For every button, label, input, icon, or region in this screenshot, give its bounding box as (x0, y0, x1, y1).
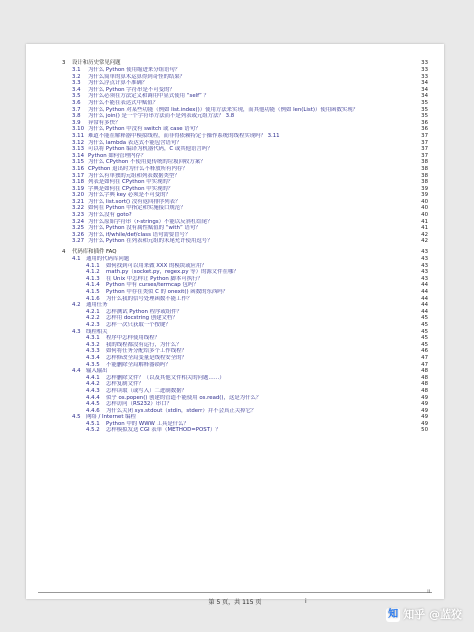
toc-number: 3.1 (72, 67, 81, 73)
roman-page-number: ii (427, 589, 430, 595)
toc-title: 怎样用 docstring 创建文档？ (106, 315, 178, 322)
toc-page: 45 (421, 315, 428, 322)
toc-number: 3.22 (72, 205, 85, 212)
toc-entry[interactable] (62, 140, 428, 147)
toc-entry[interactable] (62, 401, 428, 408)
toc-number: 3.7 (72, 106, 81, 113)
toc-entry[interactable] (62, 309, 428, 316)
toc-title: 程序中怎样使用线程？ (106, 335, 160, 342)
toc-entry[interactable] (62, 126, 428, 133)
toc-title: Python 如何管理内存？ (88, 152, 147, 159)
toc-number: 3.4 (72, 86, 81, 93)
toc-number: 3.15 (72, 159, 85, 166)
toc-title: 网络 / Internet 编程 (86, 414, 136, 421)
page-mark: i (305, 598, 307, 605)
toc-page: 34 (421, 80, 428, 87)
toc-title: 怎样复制文件？ (106, 381, 144, 388)
toc-number: 3.17 (72, 172, 85, 179)
toc-title: 为什么不能在表达式中赋值？ (88, 99, 159, 106)
toc-title: 为什么 Python 中没有 switch 或 case 语句？ (88, 126, 201, 133)
toc-page: 49 (421, 420, 428, 427)
toc-entry[interactable] (62, 289, 428, 296)
toc-page: 45 (421, 328, 428, 335)
toc-title: 为什么 Python 没有属性赋值的 “with” 语句？ (88, 225, 201, 232)
toc-page: 37 (421, 132, 428, 139)
toc-entry[interactable] (62, 381, 428, 388)
toc-number: 4.1.6 (86, 295, 100, 302)
toc-page: 41 (421, 218, 428, 225)
toc-entry[interactable] (62, 375, 428, 382)
toc-page: 37 (421, 139, 428, 146)
toc-entry[interactable] (62, 173, 428, 180)
toc-entry[interactable] (62, 315, 428, 322)
toc-entry[interactable] (62, 107, 428, 114)
toc-number: 3.21 (72, 198, 85, 205)
toc-number: 4.2.1 (86, 308, 100, 315)
table-of-contents (62, 56, 428, 434)
toc-title: 难道不能在解释器中模拟线程，而非得依赖特定于操作系统的线程实现吗？ 3.11 (88, 132, 280, 139)
toc-page: 48 (421, 368, 428, 375)
toc-entry[interactable] (62, 368, 428, 375)
toc-number: 4.3.4 (86, 354, 100, 361)
toc-number: 4.2 (72, 302, 81, 309)
toc-entry[interactable] (62, 238, 428, 245)
toc-entry[interactable] (62, 256, 428, 263)
toc-entry[interactable] (62, 212, 428, 219)
toc-page: 38 (421, 172, 428, 179)
footer-rule (38, 592, 432, 593)
toc-page: 34 (421, 93, 428, 100)
toc-page: 36 (421, 126, 428, 133)
toc-title: 代码库和插件 FAQ (72, 249, 117, 256)
toc-page: 43 (421, 256, 428, 263)
toc-number: 3.9 (72, 119, 81, 126)
toc-number: 4.3.1 (86, 335, 100, 342)
toc-number: 3.10 (72, 126, 85, 133)
toc-title: 为什么浮点计算不准确？ (88, 80, 148, 87)
toc-page: 44 (421, 282, 428, 289)
toc-page: 43 (421, 249, 428, 256)
toc-title: 为什么简单的算术运算得到奇怪的结果？ (88, 73, 186, 80)
toc-title: 异常有多快？ (88, 119, 121, 126)
toc-title: 为什么有单独的元组和列表数据类型？ (88, 172, 180, 179)
toc-title: 怎样测试 Python 程序或组件？ (106, 308, 183, 315)
toc-entry[interactable] (62, 322, 428, 329)
toc-entry[interactable] (62, 296, 428, 303)
toc-entry[interactable] (62, 100, 428, 107)
zhihu-watermark (386, 606, 462, 622)
toc-entry[interactable] (62, 186, 428, 193)
toc-page: 48 (421, 374, 428, 381)
toc-number: 4.4 (72, 368, 81, 375)
toc-title: Python 中的 WWW 工具是什么？ (106, 420, 189, 427)
toc-entry[interactable] (62, 282, 428, 289)
toc-number: 4.3.5 (86, 361, 100, 368)
toc-page: 39 (421, 192, 428, 199)
toc-number: 4.1.5 (86, 289, 100, 295)
toc-entry[interactable] (62, 329, 428, 336)
toc-title: 设计和历史常见问题 (72, 60, 121, 66)
toc-number: 3.12 (72, 139, 85, 146)
toc-entry[interactable] (62, 408, 428, 415)
toc-number: 4.3.2 (86, 341, 100, 348)
document-page (26, 44, 444, 606)
zhihu-logo-icon: 知 (388, 609, 399, 620)
toc-page: 42 (421, 231, 428, 238)
toc-page: 45 (421, 335, 428, 342)
toc-title: 线程相关 (86, 328, 108, 335)
toc-title: 如何在 Python 中指定和实施接口规范？ (88, 205, 186, 212)
toc-title: 如何将任务分配给多个工作线程？ (106, 348, 187, 355)
toc-number: 3.24 (72, 218, 85, 225)
toc-number: 4.4.3 (86, 387, 100, 394)
toc-page: 35 (421, 106, 428, 113)
toc-entry[interactable] (62, 355, 428, 362)
toc-page: 38 (421, 179, 428, 186)
toc-number: 4.3.3 (86, 348, 100, 355)
toc-title: 为什么 lambda 表达式不能包含语句？ (88, 139, 182, 146)
toc-page: 49 (421, 407, 428, 414)
toc-number: 4.5 (72, 414, 81, 421)
toc-title: 为什么没有 goto? (88, 212, 132, 219)
toc-title: 字典是如何在 CPython 中实现的？ (88, 185, 174, 192)
toc-page: 37 (421, 152, 428, 159)
toc-page: 48 (421, 381, 428, 388)
toc-title: 为什么 list.sort() 没有返回排序列表？ (88, 198, 181, 205)
toc-entry[interactable] (62, 87, 428, 94)
toc-page: 43 (421, 275, 428, 282)
toc-page: 33 (421, 73, 428, 80)
toc-number: 4.5.2 (86, 427, 100, 434)
toc-page: 38 (421, 159, 428, 166)
toc-entry[interactable] (62, 113, 428, 120)
toc-title: 为什么我的信号处理函数不能工作？ (106, 295, 193, 302)
toc-page: 34 (421, 86, 428, 93)
toc-number: 3.13 (72, 146, 85, 153)
toc-entry[interactable] (62, 421, 428, 428)
toc-number: 4.4.1 (86, 374, 100, 381)
toc-entry[interactable] (62, 80, 428, 87)
toc-page: 36 (421, 119, 428, 126)
toc-title: 为什么 CPython 不使用更传统的垃圾回收方案？ (88, 159, 206, 166)
toc-number: 3.3 (72, 80, 81, 87)
toc-title: 在 Unix 中怎样让 Python 脚本可执行？ (106, 275, 203, 282)
toc-entry[interactable] (62, 225, 428, 232)
toc-page: 49 (421, 414, 428, 421)
toc-number: 3.23 (72, 212, 85, 219)
toc-entry[interactable] (62, 199, 428, 206)
toc-page: 39 (421, 185, 428, 192)
toc-entry[interactable] (62, 159, 428, 166)
toc-title: 不能删除全局解释器锁吗？ (106, 361, 171, 368)
toc-title: 通用任务 (86, 302, 108, 309)
toc-entry[interactable] (62, 414, 428, 421)
toc-number: 3.5 (72, 93, 81, 100)
toc-entry[interactable] (62, 232, 428, 239)
toc-entry[interactable] (62, 427, 428, 434)
toc-title: 为什么 Python 在列表和元组的末尾允许使用逗号？ (88, 238, 213, 245)
toc-page: 50 (421, 427, 428, 434)
toc-page: 47 (421, 361, 428, 368)
toc-title: 似乎 os.popen() 创建的管道不能使用 os.read()，这是为什么？ (106, 394, 262, 401)
toc-number: 3.19 (72, 185, 85, 192)
toc-entry[interactable] (62, 192, 428, 199)
toc-number: 3.16 (72, 165, 85, 172)
toc-page: 43 (421, 269, 428, 276)
toc-title: Python 中存在类似 C 的 onexit() 函数的东西吗？ (106, 289, 229, 295)
toc-entry[interactable] (62, 269, 428, 276)
toc-number: 3.18 (72, 179, 85, 186)
toc-entry[interactable] (62, 219, 428, 226)
toc-number: 4.1.2 (86, 269, 100, 276)
toc-entry[interactable] (62, 146, 428, 153)
toc-entry[interactable] (62, 67, 428, 74)
toc-number: 3.11 (72, 132, 85, 139)
toc-title: 列表是如何在 CPython 中实现的？ (88, 179, 174, 186)
toc-page: 42 (421, 238, 428, 245)
watermark-text: 知乎 @蓝狡 (403, 608, 462, 621)
toc-title: 为什么 Python 字符串是不可变的？ (88, 86, 175, 93)
toc-entry[interactable] (62, 263, 428, 270)
toc-number: 3.26 (72, 231, 85, 238)
toc-entry[interactable] (62, 362, 428, 369)
toc-number: 4.3 (72, 328, 81, 335)
toc-page: 38 (421, 165, 428, 172)
toc-page: 44 (421, 308, 428, 315)
toc-number: 3.20 (72, 192, 85, 199)
toc-page: 46 (421, 348, 428, 355)
toc-entry[interactable] (62, 302, 428, 309)
toc-number: 4.1.3 (86, 275, 100, 282)
toc-number: 4.1.1 (86, 262, 100, 269)
toc-entry[interactable] (62, 74, 428, 81)
toc-entry[interactable] (62, 153, 428, 160)
toc-page: 45 (421, 341, 428, 348)
toc-entry[interactable] (62, 335, 428, 342)
toc-entry[interactable] (62, 395, 428, 402)
toc-title: 为什么 join() 是一个字符串方法而不是列表或元组方法？ 3.8 (88, 113, 235, 120)
toc-number: 3.8 (72, 113, 81, 120)
toc-page: 47 (421, 354, 428, 361)
toc-chapter[interactable] (62, 248, 428, 256)
toc-title: 如何找到可以用来做 XXX 的模块或应用？ (106, 262, 207, 269)
toc-number: 3.6 (72, 99, 81, 106)
toc-number: 4.4.2 (86, 381, 100, 388)
toc-page: 43 (421, 262, 428, 269)
toc-title: 怎样模拟发送 CGI 表单（METHOD=POST）？ (106, 427, 221, 434)
toc-title: 输入输出 (86, 368, 108, 375)
toc-number: 3.27 (72, 238, 85, 245)
toc-page: 40 (421, 212, 428, 219)
toc-page: 44 (421, 302, 428, 309)
toc-title: 为什么 Python 使用缩进来分组语句？ (88, 67, 181, 73)
toc-page: 49 (421, 394, 428, 401)
toc-entry[interactable] (62, 388, 428, 395)
toc-number: 4.1.4 (86, 282, 100, 289)
toc-title: 为什么必须在方法定义和调用中显式使用 “self” ？ (88, 93, 209, 100)
toc-number: 4.5.1 (86, 420, 100, 427)
toc-title: 为什么关闭 sys.stdout（stdin，stderr）并不会真正关掉它？ (106, 407, 257, 414)
toc-page: 35 (421, 99, 428, 106)
toc-page: 48 (421, 387, 428, 394)
toc-number: 4 (62, 249, 66, 256)
toc-entry[interactable] (62, 166, 428, 173)
toc-title: CPython 退出时为什么不释放所有内存？ (88, 165, 188, 172)
toc-page: 35 (421, 113, 428, 120)
toc-title: 为什么字典 key 必须是不可变的？ (88, 192, 171, 199)
toc-title: 怎样访问（RS232）串口？ (106, 401, 172, 408)
toc-page: 33 (421, 67, 428, 73)
toc-title: 为什么原始字符串（r-strings）不能以反斜杠结尾？ (88, 218, 213, 225)
toc-title: 怎样修改全局变量是线程安全的？ (106, 354, 187, 361)
toc-number: 4.4.6 (86, 407, 100, 414)
toc-title: 怎样读取（或写入）二进制数据？ (106, 387, 187, 394)
toc-title: 怎样一次只获取一个按键？ (106, 321, 171, 328)
toc-chapter[interactable] (62, 59, 428, 67)
toc-page: 41 (421, 225, 428, 232)
toc-title: 通用的代码库问题 (86, 256, 130, 263)
toc-title: 可以将 Python 编译为机器代码，C 或其他语言吗？ (88, 146, 213, 153)
toc-number: 3.14 (72, 152, 85, 159)
toc-number: 3 (62, 60, 66, 66)
toc-title: 为什么 if/while/def/class 语句需要冒号？ (88, 231, 191, 238)
toc-number: 4.4.5 (86, 401, 100, 408)
toc-entry[interactable] (62, 205, 428, 212)
toc-page: 44 (421, 289, 428, 295)
toc-number: 4.1 (72, 256, 81, 263)
toc-number: 4.2.2 (86, 315, 100, 322)
toc-entry[interactable] (62, 93, 428, 100)
toc-title: math.py（socket.py，regex.py 等）的源文件在哪？ (106, 269, 239, 276)
toc-entry[interactable] (62, 179, 428, 186)
toc-number: 3.25 (72, 225, 85, 232)
toc-entry[interactable] (62, 120, 428, 127)
toc-title: 为什么 Python 对某些功能（例如 list.index()）使用方法来实现，而其他功能（例如 len(List)）使用函数实现？ (88, 106, 359, 113)
toc-page: 45 (421, 321, 428, 328)
toc-number: 4.2.3 (86, 321, 100, 328)
toc-title: 我的线程都没有运行，为什么？ (106, 341, 182, 348)
toc-page: 44 (421, 295, 428, 302)
toc-page: 33 (421, 60, 428, 66)
page-footer: 第 5 页，共 115 页 (208, 599, 262, 606)
toc-title: Python 中有 curses/termcap 包吗？ (106, 282, 199, 289)
toc-page: 40 (421, 205, 428, 212)
toc-title: 怎样删除文件？（以及其他文件相关的问题……） (106, 374, 225, 381)
toc-entry[interactable] (62, 342, 428, 349)
toc-entry[interactable] (62, 133, 428, 140)
toc-page: 37 (421, 146, 428, 153)
toc-entry[interactable] (62, 276, 428, 283)
toc-number: 3.2 (72, 73, 81, 80)
toc-entry[interactable] (62, 348, 428, 355)
toc-page: 49 (421, 401, 428, 408)
toc-number: 4.4.4 (86, 394, 100, 401)
toc-page: 40 (421, 198, 428, 205)
